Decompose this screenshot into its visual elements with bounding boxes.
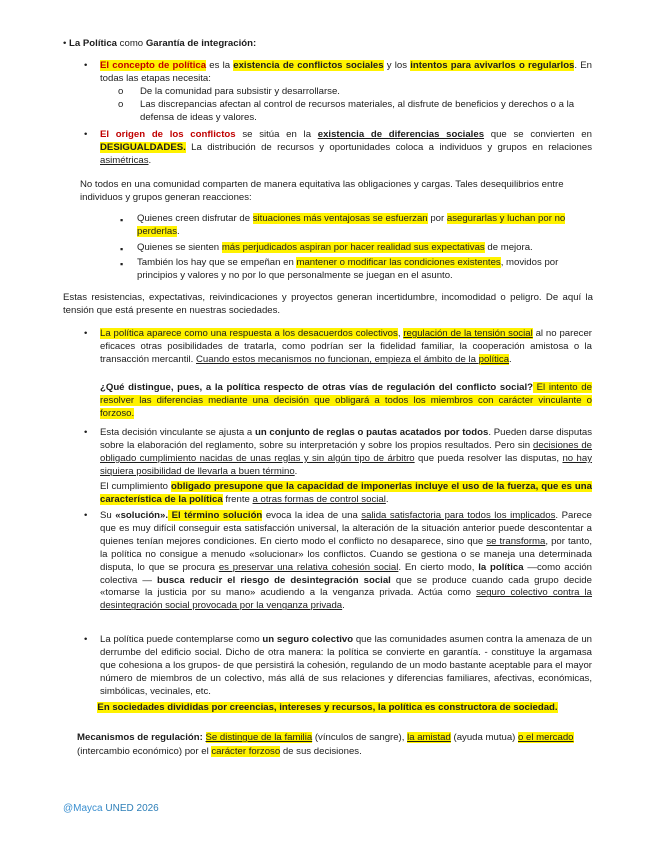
heading-text-politica: La Política bbox=[69, 38, 118, 49]
text: de sus decisiones. bbox=[280, 745, 362, 757]
highlight: El término solución bbox=[168, 510, 263, 521]
text: Quienes se sienten bbox=[137, 242, 222, 253]
paragraph-mecanismos bbox=[77, 731, 582, 758]
text: Su bbox=[100, 510, 116, 521]
bold-text: busca reducir el riesgo de desintegración social bbox=[156, 574, 391, 586]
text: que se produce cuando cada grupo decide «tomarse la justicia por su mano» acudiendo a la venganza privada. Actúa como bbox=[100, 574, 592, 599]
bullet-dot: • bbox=[84, 328, 88, 339]
text: se sitúa en la bbox=[235, 129, 318, 140]
underline: es preservar una relativa cohesión social bbox=[218, 561, 399, 573]
bold-text: la política bbox=[478, 561, 524, 573]
dash-bullet: ▪ bbox=[120, 259, 124, 269]
text: Quienes creen disfrutar de bbox=[137, 213, 253, 224]
text: de mejora. bbox=[484, 242, 533, 253]
paragraph-solucion bbox=[100, 510, 592, 613]
text: La distribución de recursos y oportunidades coloca a individuos y grupos en relaciones bbox=[185, 141, 592, 153]
bullet-dot: • bbox=[84, 634, 88, 645]
bold-text: un seguro colectivo bbox=[262, 634, 354, 645]
paragraph-que-distingue bbox=[100, 382, 592, 421]
text: (intercambio económico) por el bbox=[77, 745, 212, 757]
text: . bbox=[509, 353, 512, 365]
footer bbox=[63, 803, 159, 814]
underline: se transforma bbox=[486, 535, 546, 547]
sub-bullet-circle: o bbox=[118, 99, 124, 110]
highlight: más perjudicados aspiran por hacer realidad sus expectativas bbox=[221, 242, 485, 253]
text: Esta decisión vinculante se ajusta a bbox=[100, 427, 255, 438]
bold-text: «solución». bbox=[115, 510, 169, 521]
text: . Pueden darse disputas sobre la elaboración del reglamento, sobre su interpretación y sobre los propios resultados. Pero sin bbox=[100, 427, 592, 451]
highlight: existencia de conflictos sociales bbox=[233, 60, 384, 71]
reaction-ventajosas bbox=[137, 213, 592, 239]
highlight: Se distingue de la familia bbox=[205, 732, 313, 743]
highlight: asegurarlas y luchan por no perderlas bbox=[137, 213, 566, 237]
text: , por tanto, la política no consigue a menudo «solucionar» los conflictos. Cuando se gestiona o se maneja una determinada disputa, lo que se procura bbox=[100, 535, 592, 573]
footer-author: @Mayca bbox=[63, 803, 103, 814]
text: —como acción colectiva — bbox=[100, 561, 593, 586]
underline: decisiones de obligado cumplimiento nacidas de unas reglas y sin algún tipo de árbitro bbox=[100, 439, 593, 464]
text: Las discrepancias afectan al control de recursos materiales, al disfrute de beneficios y derechos o a la defensa de ideas y valores. bbox=[140, 99, 575, 123]
text: (vínculos de sangre), bbox=[312, 732, 408, 743]
text: , movidos por principios y valores y no por lo que personalmente se juegan en el asunto. bbox=[137, 257, 559, 281]
text: La política puede contemplarse como bbox=[100, 634, 263, 645]
bold-text: Mecanismos de regulación: bbox=[77, 732, 203, 743]
paragraph-seguro-colectivo bbox=[100, 634, 592, 699]
highlight: DESIGUALDADES. bbox=[100, 141, 186, 153]
heading-text-como: como bbox=[117, 38, 146, 49]
reaction-mantener bbox=[137, 257, 592, 283]
highlight: mantener o modificar las condiciones existentes bbox=[296, 257, 501, 268]
dash-bullet: ▪ bbox=[120, 244, 124, 254]
highlight: carácter forzoso bbox=[211, 745, 281, 757]
text: que las comunidades asumen contra la amenaza de un derrumbe del edificio social. Dicho de otra manera: la política se convierte en garantía. - constituye la argamasa que cohesiona a los grupos- de que persistirá la cohesión, regulando de un modo bastante aceptable para el mayor número de miembros de un colectivo, más allá de sus relaciones y diferencias familiares, afectivas, económicas, simbólicas, vecinales, etc. bbox=[100, 634, 592, 697]
section-heading bbox=[63, 38, 603, 51]
text: por bbox=[427, 213, 447, 224]
underline: salida satisfactoria para todos los implicados bbox=[361, 510, 556, 521]
dash-bullet: ▪ bbox=[120, 215, 124, 225]
conclusion-line bbox=[0, 702, 655, 715]
paragraph-concepto-politica bbox=[100, 60, 592, 86]
text: . En todas las etapas necesita: bbox=[100, 60, 592, 84]
text: frente bbox=[222, 493, 253, 505]
red-term: El origen de los conflictos bbox=[100, 129, 236, 140]
bullet-dot: • bbox=[84, 129, 88, 140]
text: que pueda resolver las disputas, bbox=[414, 452, 563, 464]
text: También los hay que se empeñan en bbox=[137, 257, 297, 268]
sub-item-comunidad: De la comunidad para subsistir y desarrollarse. bbox=[140, 86, 340, 97]
highlight: o el mercado bbox=[518, 732, 574, 743]
underline: asimétricas bbox=[100, 154, 149, 166]
bullet-dot: • bbox=[84, 427, 88, 438]
paragraph-respuesta-desacuerdos bbox=[100, 328, 592, 367]
bullet-dot: • bbox=[84, 510, 88, 521]
reaction-perjudicados bbox=[137, 242, 592, 255]
highlight: En sociedades divididas por creencias, intereses y recursos, la política es constructora de sociedad. bbox=[97, 702, 558, 713]
text: que se convierten en bbox=[484, 129, 592, 140]
text: El cumplimiento bbox=[100, 481, 171, 492]
bullet-dot: • bbox=[84, 60, 88, 71]
highlight: La política aparece como una respuesta a los desacuerdos colectivos bbox=[100, 328, 398, 339]
highlight: la amistad bbox=[407, 732, 451, 743]
highlight: intentos para avivarlos o regularlos bbox=[410, 60, 575, 71]
text: y los bbox=[383, 60, 411, 71]
sub-item-discrepancias bbox=[140, 99, 595, 125]
text: al no parecer eficaces otras posibilidades de tratarla, como podrían ser la fidelidad familiar, la cooperación amistosa o la transacción mercantil. bbox=[100, 328, 592, 365]
paragraph-origen-conflictos bbox=[100, 129, 592, 168]
text: evoca la idea de una bbox=[262, 510, 362, 521]
underline: existencia de diferencias sociales bbox=[317, 129, 485, 140]
paragraph-intro: No todos en una comunidad comparten de manera equitativa las obligaciones y cargas. Tales desequilibrios entre individuos y grupos generan reacciones: bbox=[80, 179, 564, 203]
text: es la bbox=[206, 60, 234, 71]
highlight: regulación de la tensión social bbox=[403, 328, 533, 339]
text: . Parece que es muy difícil conseguir esta satisfacción universal, la alteración de la situación anterior puede descontentar a quienes tenían mejores condiciones. En cierto modo el conflicto no desaparece, sino que bbox=[100, 510, 592, 547]
paragraph-decision-vinculante bbox=[100, 427, 592, 479]
underline: Cuando estos mecanismos no funcionan, empieza el ámbito de la bbox=[195, 353, 479, 365]
text: . bbox=[148, 154, 152, 166]
red-term: El concepto de política bbox=[100, 60, 207, 71]
text: . bbox=[177, 225, 180, 237]
underline: no hay siquiera posibilidad de llevarla a buen término bbox=[100, 452, 592, 477]
highlight: El intento de resolver las diferencias mediante una decisión que obligará a todos los miembros con carácter vinculante o forzoso. bbox=[100, 382, 592, 419]
question-text: ¿Qué distingue, pues, a la política respecto de otras vías de regulación del conflicto social? bbox=[100, 382, 533, 393]
heading-bullet: • bbox=[63, 38, 67, 49]
bold-text: un conjunto de reglas o pautas acatados por todos bbox=[254, 427, 489, 438]
underline: seguro colectivo contra la desintegración social provocada por la venganza privada bbox=[100, 587, 593, 612]
sub-bullet-circle: o bbox=[118, 86, 124, 97]
highlight: situaciones más ventajosas se esfuerzan bbox=[252, 213, 428, 224]
heading-text-garantia: Garantía de integración: bbox=[145, 38, 257, 49]
text: , bbox=[397, 328, 404, 339]
highlight: obligado presupone que la capacidad de imponerlas incluye el uso de la fuerza, que es una característica de la política bbox=[100, 481, 592, 505]
footer-institution: UNED 2026 bbox=[102, 803, 159, 814]
paragraph-cumplimiento bbox=[100, 481, 592, 507]
text: (ayuda mutua) bbox=[450, 732, 519, 743]
underline: a otras formas de control social bbox=[252, 493, 386, 505]
underline: política bbox=[478, 353, 510, 365]
text: . bbox=[342, 600, 345, 612]
text: . En cierto modo, bbox=[398, 561, 479, 573]
text: . bbox=[294, 465, 298, 477]
text: . bbox=[385, 493, 389, 505]
paragraph-resistencias: Estas resistencias, expectativas, reivindicaciones y proyectos generan incertidumbre, incomodidad o peligro. De aquí la tensión que está presente en nuestras sociedades. bbox=[63, 292, 593, 316]
